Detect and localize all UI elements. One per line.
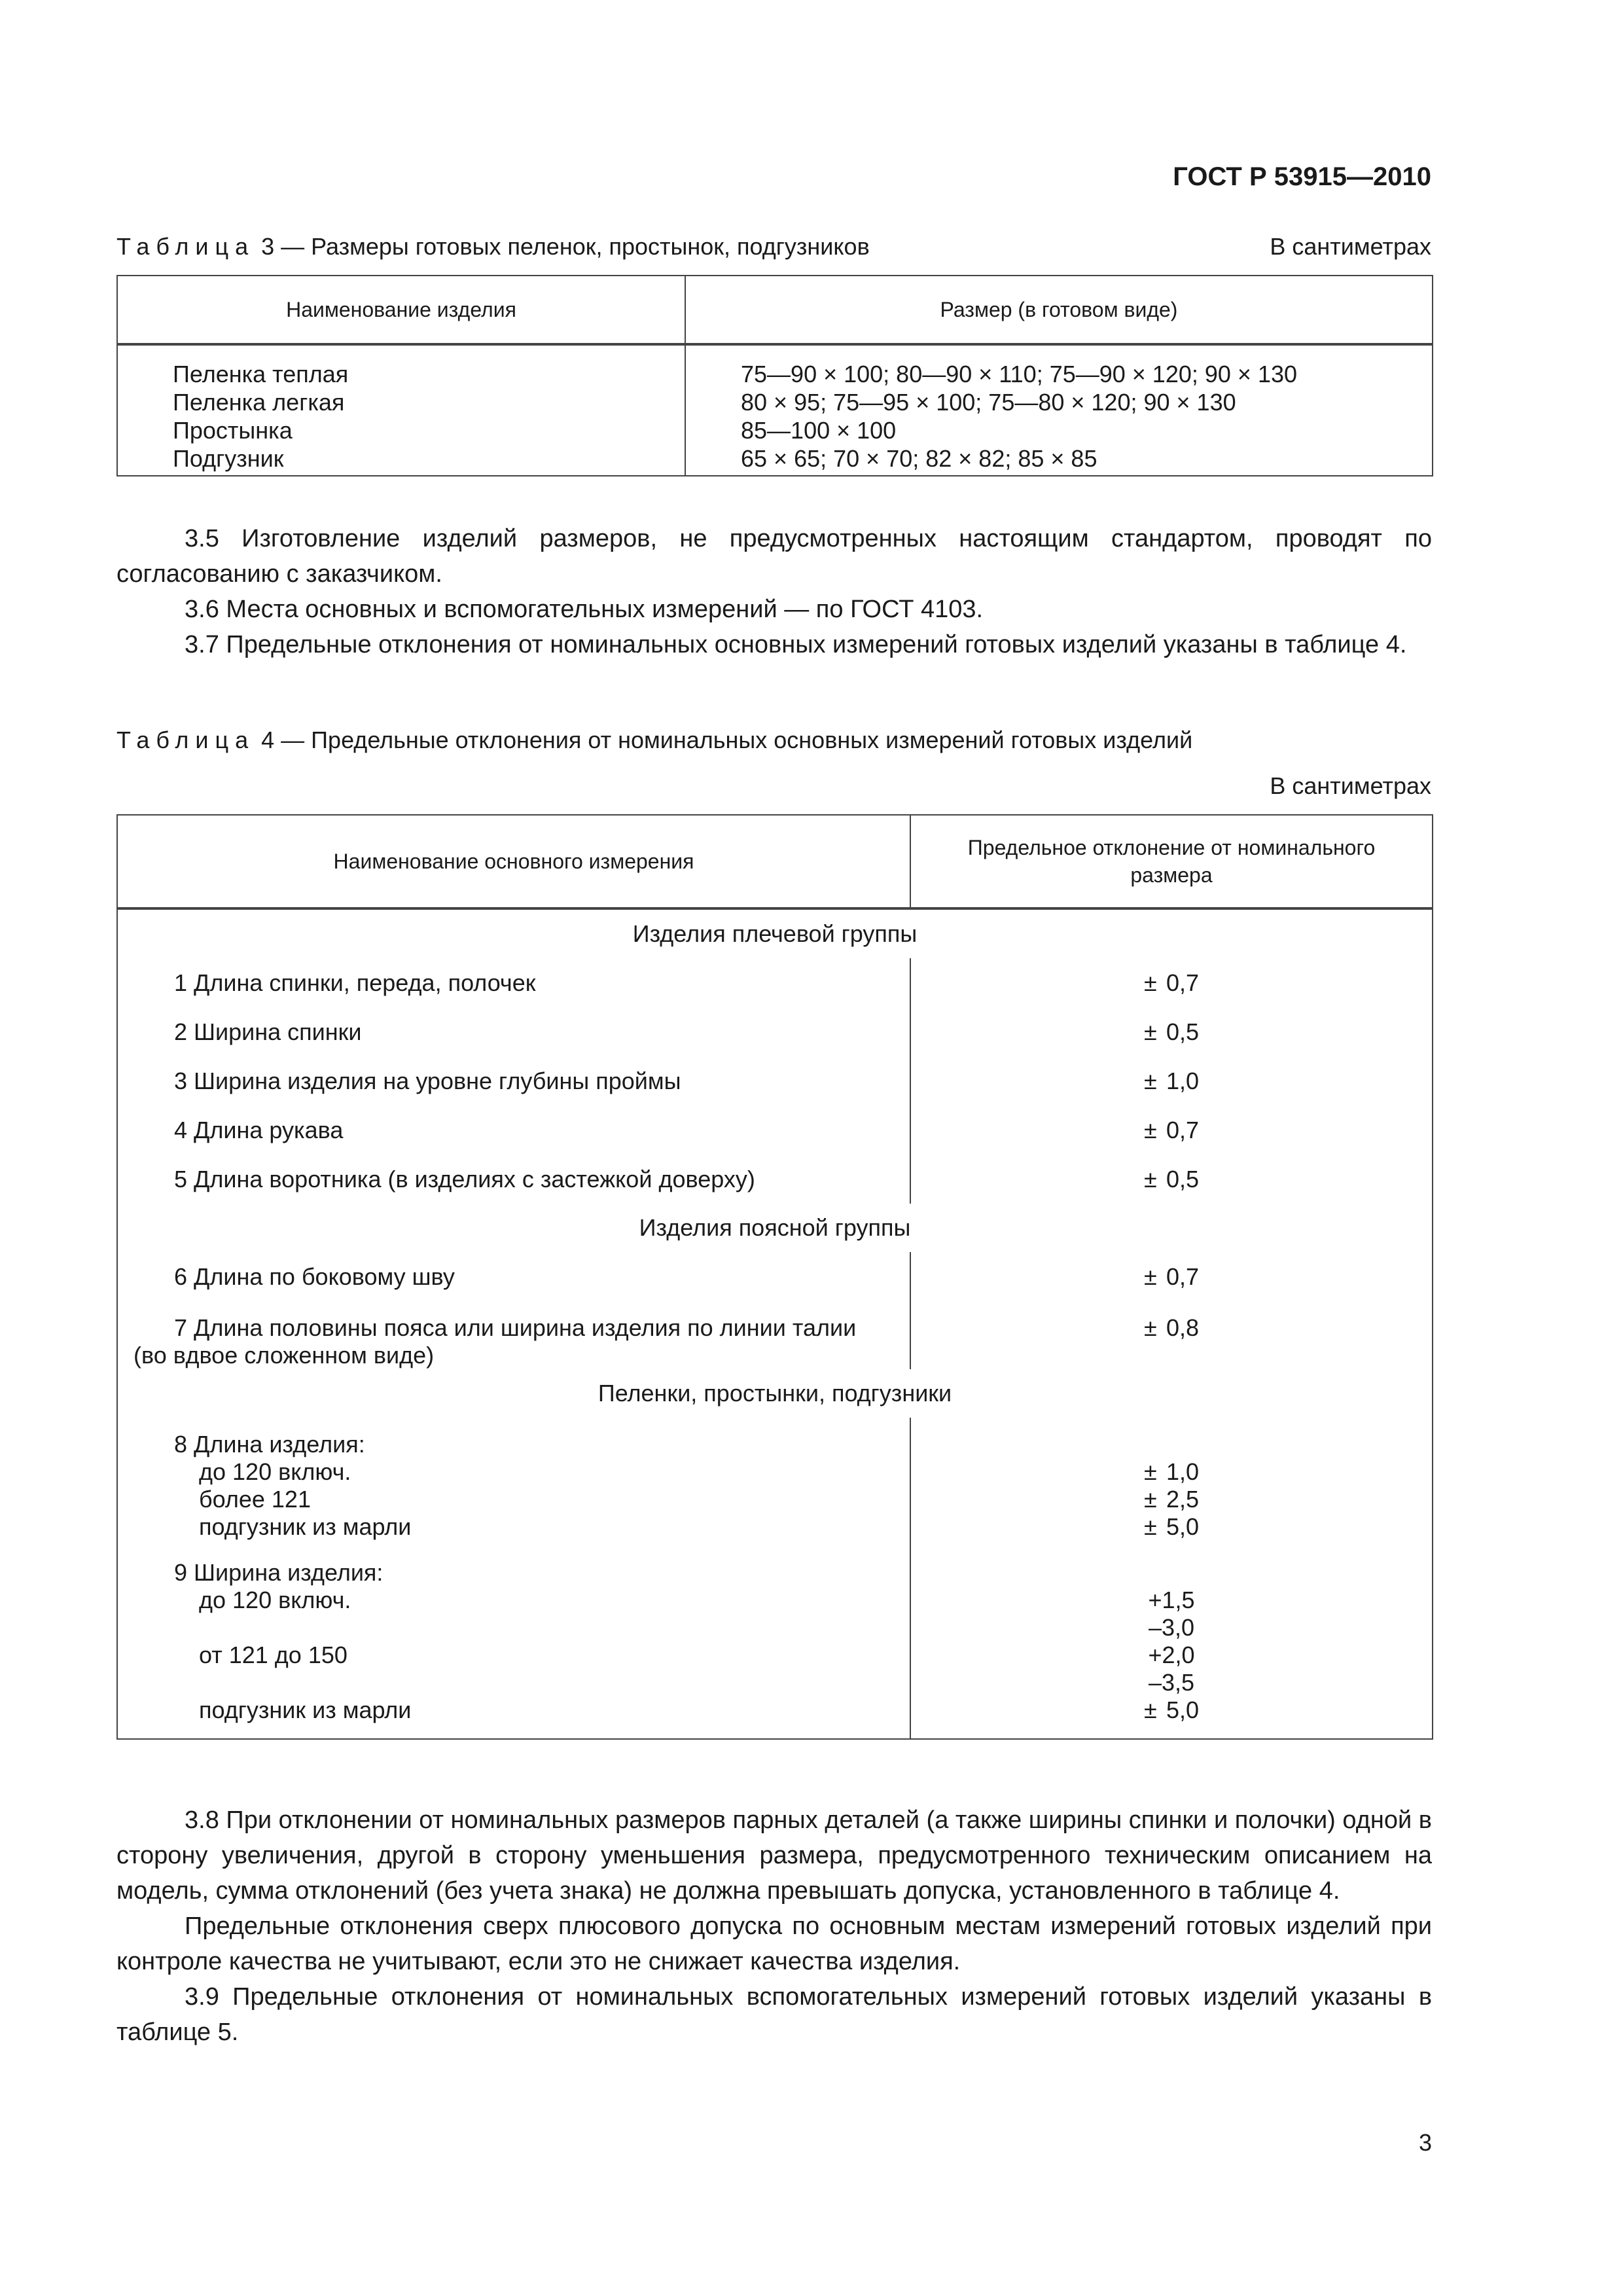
table4-col-deviation: [910, 815, 1433, 908]
table-cell: Пеленка теплая: [173, 361, 349, 387]
table-cell: [910, 1546, 1433, 1739]
table4-col-name: Наименование основного измерения: [117, 815, 910, 908]
table-cell: ± 0,7: [910, 1252, 1433, 1301]
paragraphs-bottom: [116, 1803, 1432, 2050]
table4-units: В сантиметрах: [1270, 772, 1431, 799]
cell-line: подгузник из марли: [199, 1696, 412, 1723]
paragraphs-top: [116, 521, 1432, 662]
table3-names: [117, 344, 685, 476]
page-number: 3: [1418, 2129, 1432, 2156]
cell-line: подгузник из марли: [199, 1513, 412, 1540]
table-cell: [117, 1546, 910, 1739]
table3-col-size: Размер (в готовом виде): [685, 276, 1433, 344]
cell-line: более 121: [199, 1486, 311, 1513]
cell-line: [118, 1669, 910, 1696]
cell-line: ± 5,0: [1143, 1513, 1200, 1540]
table3-units: В сантиметрах: [1270, 233, 1431, 260]
table-cell: ± 0,8: [910, 1301, 1433, 1369]
cell-line: ± 5,0: [1143, 1696, 1200, 1723]
cell-line: до 120 включ.: [199, 1587, 351, 1613]
group-header: Пеленки, простынки, подгузники: [117, 1369, 1433, 1418]
table3: [116, 275, 1433, 476]
header-line: размера: [1130, 863, 1213, 887]
table-cell: Простынка: [173, 417, 293, 444]
table-cell: ± 0,5: [910, 1155, 1433, 1204]
table3-col-name: Наименование изделия: [117, 276, 685, 344]
table3-sizes: [685, 344, 1433, 476]
cell-line: ± 2,5: [1143, 1486, 1200, 1513]
cell-line: до 120 включ.: [199, 1458, 351, 1485]
table4-caption: Таблица 4 — Предельные отклонения от номинальных основных измерений готовых изделий: [116, 726, 1193, 753]
table-cell: [117, 1301, 910, 1369]
document-id: ГОСТ Р 53915—2010: [1173, 162, 1431, 191]
paragraph: 3.6 Места основных и вспомогательных измерений — по ГОСТ 4103.: [185, 596, 984, 623]
table-cell: 75—90 × 100; 80—90 × 110; 75—90 × 120; 90 × 130: [741, 361, 1298, 387]
table3-caption: Таблица 3 — Размеры готовых пеленок, простынок, подгузников: [116, 233, 870, 260]
table-cell: ± 1,0: [910, 1056, 1433, 1105]
cell-line: 9 Ширина изделия:: [174, 1559, 383, 1586]
cell-line: +1,5: [1148, 1587, 1195, 1613]
table-cell: 1 Длина спинки, переда, полочек: [117, 958, 910, 1007]
cell-line: [911, 1559, 1432, 1587]
cell-line: [911, 1431, 1432, 1458]
table-cell: 85—100 × 100: [741, 417, 897, 444]
table-cell: 4 Длина рукава: [117, 1105, 910, 1155]
cell-line: 8 Длина изделия:: [174, 1431, 365, 1458]
cell-line: –3,0: [1148, 1614, 1195, 1641]
table-cell: 3 Ширина изделия на уровне глубины проймы: [117, 1056, 910, 1105]
cell-line: 7 Длина половины пояса или ширина изделия по линии талии: [174, 1314, 857, 1341]
table-cell: 2 Ширина спинки: [117, 1007, 910, 1056]
paragraph: Предельные отклонения сверх плюсового допуска по основным местам измерений готовых изделий при контроле качества не учитывают, если это не снижает качества изделия.: [116, 1912, 1432, 1975]
table-cell: [117, 1418, 910, 1546]
cell-line: [118, 1614, 910, 1641]
table4: [116, 814, 1433, 1740]
table-cell: [910, 1418, 1433, 1546]
group-header: Изделия плечевой группы: [117, 908, 1433, 958]
cell-line: ± 1,0: [1143, 1458, 1200, 1485]
cell-line: от 121 до 150: [199, 1641, 348, 1668]
table-cell: ± 0,7: [910, 1105, 1433, 1155]
paragraph: 3.9 Предельные отклонения от номинальных вспомогательных измерений готовых изделий указаны в таблице 5.: [116, 1983, 1432, 2046]
cell-line: (во вдвое сложенном виде): [134, 1342, 435, 1369]
cell-line: +2,0: [1148, 1641, 1195, 1668]
group-header: Изделия поясной группы: [117, 1204, 1433, 1252]
header-line: Предельное отклонение от номинального: [967, 836, 1376, 859]
table-cell: 6 Длина по боковому шву: [117, 1252, 910, 1301]
table-cell: 65 × 65; 70 × 70; 82 × 82; 85 × 85: [741, 445, 1097, 472]
paragraph: 3.5 Изготовление изделий размеров, не предусмотренных настоящим стандартом, проводят по согласованию с заказчиком.: [116, 525, 1432, 588]
table-cell: 80 × 95; 75—95 × 100; 75—80 × 120; 90 × 130: [741, 389, 1236, 416]
table-cell: Подгузник: [173, 445, 284, 472]
table-cell: ± 0,5: [910, 1007, 1433, 1056]
paragraph: 3.7 Предельные отклонения от номинальных основных измерений готовых изделий указаны в таблице 4.: [185, 631, 1407, 658]
table-cell: Пеленка легкая: [173, 389, 345, 416]
paragraph: 3.8 При отклонении от номинальных размеров парных деталей (а также ширины спинки и полочки) одной в сторону увеличения, другой в сторону уменьшения размера, предусмотренного техническим описанием на модель, сумма отклонений (без учета знака) не должна превышать допуска, установленного в таблице 4.: [116, 1806, 1432, 1905]
cell-line: –3,5: [1148, 1669, 1195, 1696]
table-cell: ± 0,7: [910, 958, 1433, 1007]
table-cell: 5 Длина воротника (в изделиях с застежкой доверху): [117, 1155, 910, 1204]
